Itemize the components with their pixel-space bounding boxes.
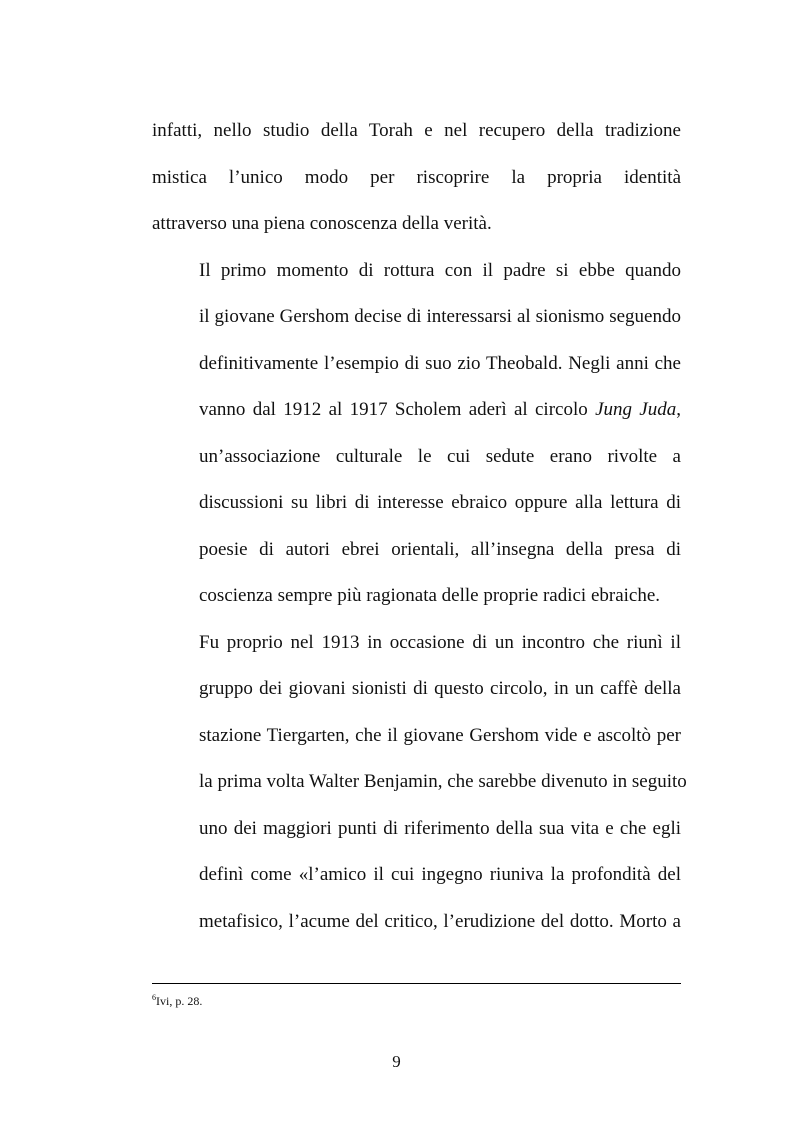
text-line: definì come «l’amico il cui ingegno riuniva la profondità del xyxy=(199,864,681,885)
text-line: Fu proprio nel 1913 in occasione di un incontro che riunì il xyxy=(199,631,681,653)
paragraph-3 xyxy=(152,620,687,946)
text-line-start: vanno dal 1912 al 1917 Scholem aderì al circolo xyxy=(199,399,596,420)
text-line: gruppo dei giovani sionisti di questo circolo, in un caffè della xyxy=(199,678,681,699)
text-line: il giovane Gershom decise di interessarsi al sionismo seguendo xyxy=(199,306,681,327)
text-line: definitivamente l’esempio di suo zio Theobald. Negli anni che xyxy=(199,352,681,374)
italic-term: Jung Juda xyxy=(595,399,677,420)
footnote-separator xyxy=(152,983,681,984)
text-line: attraverso una piena conoscenza della verità. xyxy=(152,213,492,234)
text-line: la prima volta Walter Benjamin, che sarebbe divenuto in seguito xyxy=(199,771,687,792)
italic-suffix: , xyxy=(676,399,681,420)
text-line: stazione Tiergarten, che il giovane Gershom vide e ascoltò per xyxy=(199,724,681,746)
text-line: metafisico, l’acume del critico, l’erudizione del dotto. Morto a xyxy=(199,910,681,932)
text-line: infatti, nello studio della Torah e nel recupero della tradizione xyxy=(152,120,681,141)
footnote-marker: 6 xyxy=(152,993,156,1002)
text-line: uno dei maggiori punti di riferimento della sua vita e che egli xyxy=(199,817,681,839)
text-line: Il primo momento di rottura con il padre si ebbe quando xyxy=(199,259,681,281)
text-line: poesie di autori ebrei orientali, all’insegna della presa di xyxy=(199,538,681,560)
text-line: mistica l’unico modo per riscoprire la propria identità xyxy=(152,166,681,188)
text-line-with-italic xyxy=(152,387,681,434)
text-line: un’associazione culturale le cui sedute erano rivolte a xyxy=(199,445,681,467)
paragraph-1 xyxy=(152,108,681,248)
footnote-text: Ivi, p. 28. xyxy=(156,994,203,1008)
footnote xyxy=(152,993,202,1009)
text-line: coscienza sempre più ragionata delle proprie radici ebraiche. xyxy=(199,585,661,606)
page-number: 9 xyxy=(392,1052,401,1071)
body-text xyxy=(152,108,687,945)
text-line: discussioni su libri di interesse ebraico oppure alla lettura di xyxy=(199,492,681,513)
paragraph-2 xyxy=(152,248,681,620)
